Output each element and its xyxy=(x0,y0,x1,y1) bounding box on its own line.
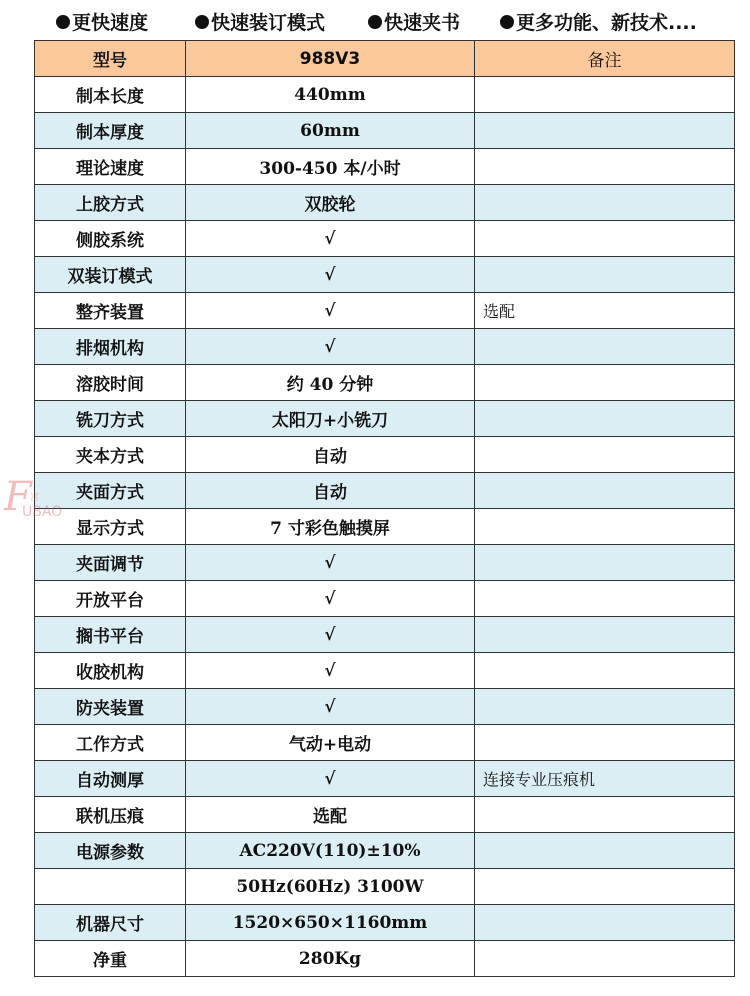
table-row xyxy=(35,329,735,365)
spec-name-cell xyxy=(35,869,186,905)
spec-value-cell: 1520×650×1160mm xyxy=(186,905,475,941)
spec-value-cell: 自动 xyxy=(186,473,475,509)
spec-note-cell xyxy=(475,113,735,149)
spec-name-cell: 制本厚度 xyxy=(35,113,186,149)
spec-note-cell xyxy=(475,149,735,185)
spec-name-cell: 侧胶系统 xyxy=(35,221,186,257)
spec-value-cell: √ xyxy=(186,293,475,329)
table-row xyxy=(35,833,735,869)
spec-note-cell xyxy=(475,941,735,977)
spec-name-cell: 理论速度 xyxy=(35,149,186,185)
table-row xyxy=(35,797,735,833)
spec-name-cell: 夹本方式 xyxy=(35,437,186,473)
spec-value-cell: √ xyxy=(186,617,475,653)
table-row xyxy=(35,365,735,401)
spec-name-cell: 制本长度 xyxy=(35,77,186,113)
feature-bar xyxy=(0,0,750,40)
spec-note-cell: 连接专业压痕机 xyxy=(475,761,735,797)
spec-note-cell xyxy=(475,473,735,509)
spec-note-cell xyxy=(475,581,735,617)
spec-note-cell xyxy=(475,77,735,113)
spec-value-cell: √ xyxy=(186,689,475,725)
spec-name-cell: 铣刀方式 xyxy=(35,401,186,437)
spec-name-cell: 显示方式 xyxy=(35,509,186,545)
table-row xyxy=(35,689,735,725)
spec-name-cell: 收胶机构 xyxy=(35,653,186,689)
spec-note-cell xyxy=(475,437,735,473)
table-row xyxy=(35,77,735,113)
feature-label: 更快速度 xyxy=(72,12,149,34)
spec-name-cell: 联机压痕 xyxy=(35,797,186,833)
feature-item xyxy=(56,8,148,35)
table-row xyxy=(35,149,735,185)
spec-name-cell: 机器尺寸 xyxy=(35,905,186,941)
spec-note-cell xyxy=(475,257,735,293)
table-row xyxy=(35,725,735,761)
spec-value-cell: AC220V(110)±10% xyxy=(186,833,475,869)
spec-name-cell: 开放平台 xyxy=(35,581,186,617)
spec-note-cell xyxy=(475,221,735,257)
spec-name-cell: 夹面方式 xyxy=(35,473,186,509)
table-row xyxy=(35,545,735,581)
table-row xyxy=(35,185,735,221)
spec-value-cell: √ xyxy=(186,257,475,293)
feature-item xyxy=(195,8,325,35)
spec-note-cell xyxy=(475,833,735,869)
feature-item xyxy=(500,8,697,35)
spec-value-cell: 太阳刀+小铣刀 xyxy=(186,401,475,437)
table-row xyxy=(35,113,735,149)
spec-name-cell: 整齐装置 xyxy=(35,293,186,329)
spec-value-cell: √ xyxy=(186,545,475,581)
spec-value-cell: √ xyxy=(186,221,475,257)
spec-note-cell xyxy=(475,509,735,545)
spec-note-cell xyxy=(475,689,735,725)
bullet-icon xyxy=(368,15,382,29)
spec-note-cell xyxy=(475,329,735,365)
table-row xyxy=(35,221,735,257)
spec-value-cell: 自动 xyxy=(186,437,475,473)
spec-value-cell: 7 寸彩色触摸屏 xyxy=(186,509,475,545)
spec-note-cell: 选配 xyxy=(475,293,735,329)
table-row xyxy=(35,761,735,797)
table-row xyxy=(35,509,735,545)
spec-value-cell: √ xyxy=(186,329,475,365)
bullet-icon xyxy=(500,15,514,29)
spec-name-cell: 上胶方式 xyxy=(35,185,186,221)
table-row xyxy=(35,437,735,473)
spec-note-cell xyxy=(475,869,735,905)
table-row xyxy=(35,905,735,941)
table-row xyxy=(35,941,735,977)
header-note: 备注 xyxy=(475,41,735,77)
spec-name-cell: 溶胶时间 xyxy=(35,365,186,401)
spec-value-cell: 选配 xyxy=(186,797,475,833)
spec-value-cell: 440mm xyxy=(186,77,475,113)
spec-value-cell: 50Hz(60Hz) 3100W xyxy=(186,869,475,905)
spec-name-cell: 双装订模式 xyxy=(35,257,186,293)
spec-value-cell: 约 40 分钟 xyxy=(186,365,475,401)
table-row xyxy=(35,653,735,689)
spec-name-cell: 搁书平台 xyxy=(35,617,186,653)
spec-note-cell xyxy=(475,653,735,689)
table-row xyxy=(35,581,735,617)
table-row xyxy=(35,401,735,437)
feature-label: 更多功能、新技术.... xyxy=(516,12,697,34)
table-row xyxy=(35,869,735,905)
spec-table-body xyxy=(35,77,735,977)
spec-table xyxy=(34,40,735,977)
bullet-icon xyxy=(56,15,70,29)
spec-value-cell: √ xyxy=(186,581,475,617)
spec-value-cell: 双胶轮 xyxy=(186,185,475,221)
spec-name-cell: 自动测厚 xyxy=(35,761,186,797)
spec-name-cell: 电源参数 xyxy=(35,833,186,869)
spec-value-cell: 60mm xyxy=(186,113,475,149)
table-header-row xyxy=(35,41,735,77)
spec-note-cell xyxy=(475,905,735,941)
svg-text:F: F xyxy=(4,476,32,520)
table-row xyxy=(35,257,735,293)
spec-value-cell: √ xyxy=(186,653,475,689)
spec-value-cell: 280Kg xyxy=(186,941,475,977)
svg-text:富: 富 xyxy=(30,493,40,503)
feature-label: 快速夹书 xyxy=(384,12,461,34)
svg-text:UBAO: UBAO xyxy=(22,504,63,520)
table-row xyxy=(35,473,735,509)
spec-value-cell: √ xyxy=(186,761,475,797)
spec-note-cell xyxy=(475,797,735,833)
table-row xyxy=(35,293,735,329)
spec-note-cell xyxy=(475,617,735,653)
spec-name-cell: 净重 xyxy=(35,941,186,977)
bullet-icon xyxy=(195,15,209,29)
header-model-value: 988V3 xyxy=(186,41,475,77)
feature-item xyxy=(368,8,460,35)
spec-name-cell: 防夹装置 xyxy=(35,689,186,725)
feature-label: 快速装订模式 xyxy=(211,12,326,34)
table-row xyxy=(35,617,735,653)
spec-note-cell xyxy=(475,401,735,437)
header-model-label: 型号 xyxy=(35,41,186,77)
spec-name-cell: 夹面调节 xyxy=(35,545,186,581)
spec-name-cell: 工作方式 xyxy=(35,725,186,761)
spec-note-cell xyxy=(475,545,735,581)
spec-note-cell xyxy=(475,185,735,221)
spec-name-cell: 排烟机构 xyxy=(35,329,186,365)
spec-value-cell: 300-450 本/小时 xyxy=(186,149,475,185)
spec-note-cell xyxy=(475,365,735,401)
spec-note-cell xyxy=(475,725,735,761)
spec-value-cell: 气动+电动 xyxy=(186,725,475,761)
